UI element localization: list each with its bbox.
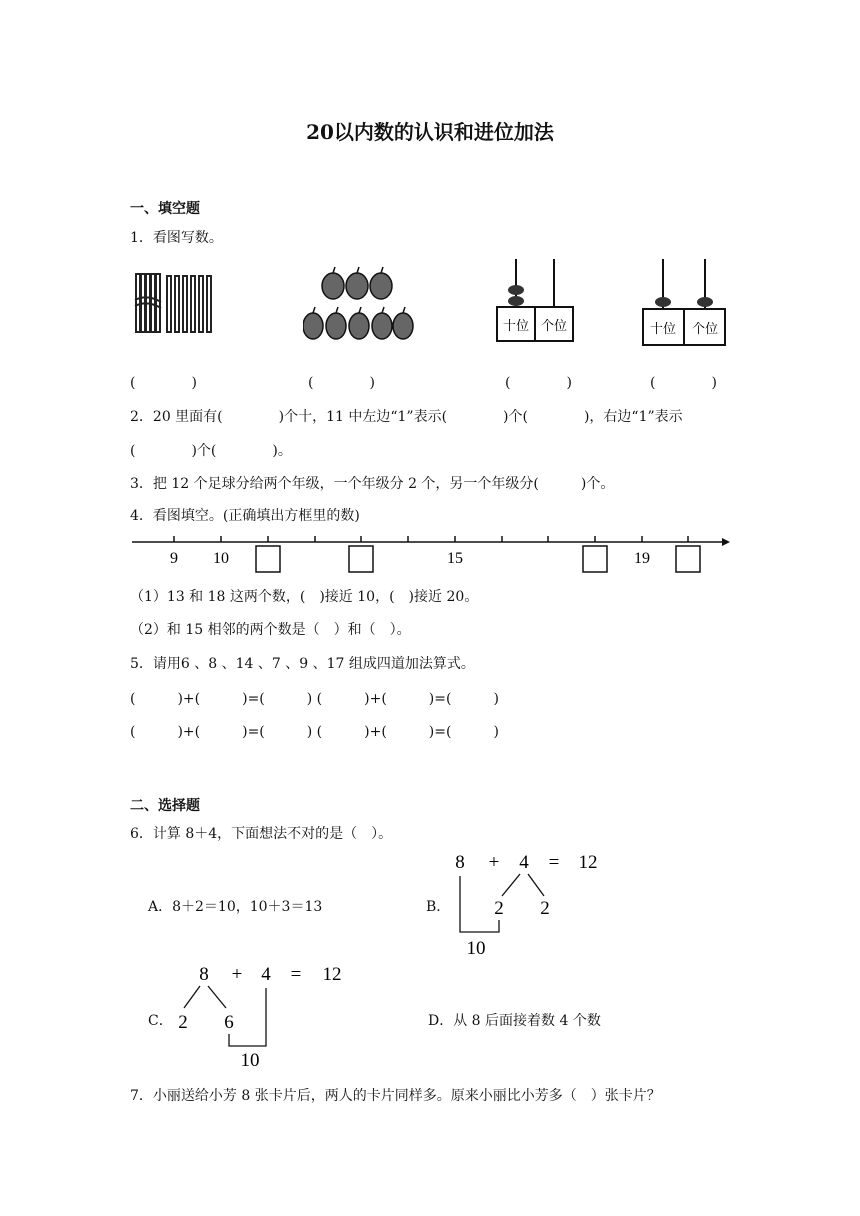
tens-place-label: 十位 bbox=[649, 321, 677, 336]
number-box-20[interactable] bbox=[676, 546, 700, 572]
ones-place-label: 个位 bbox=[540, 318, 568, 333]
tick-label-10: 10 bbox=[213, 550, 229, 567]
svg-text:4: 4 bbox=[519, 852, 529, 873]
option-a[interactable]: A．8＋2＝10，10＋3＝13 bbox=[148, 899, 323, 915]
question-3: 3．把 12 个足球分给两个年级，一个年级分 2 个，另一个年级分( )个。 bbox=[130, 476, 615, 492]
abacus-image-2 bbox=[641, 257, 727, 353]
svg-text:8: 8 bbox=[455, 852, 465, 873]
number-box-13[interactable] bbox=[349, 546, 373, 572]
tick-label-19: 19 bbox=[634, 550, 650, 567]
svg-text:10: 10 bbox=[466, 938, 486, 959]
section-heading-multiple-choice: 二、选择题 bbox=[130, 798, 200, 814]
question-4: 4．看图填空。(正确填出方框里的数) bbox=[130, 508, 360, 524]
question-1: 1．看图写数。 bbox=[130, 230, 223, 246]
question-4-sub-1: （1）13 和 18 这两个数，( )接近 10，( )接近 20。 bbox=[130, 589, 479, 605]
svg-text:=: = bbox=[548, 852, 560, 873]
question-6: 6．计算 8＋4，下面想法不对的是（ ）。 bbox=[130, 826, 393, 842]
sticks-bundle-image bbox=[133, 270, 215, 336]
svg-text:4: 4 bbox=[261, 964, 271, 985]
svg-text:8: 8 bbox=[199, 964, 209, 985]
tens-place-label: 十位 bbox=[502, 318, 530, 333]
option-b-label[interactable]: B． bbox=[426, 899, 451, 915]
svg-text:2: 2 bbox=[540, 898, 550, 919]
svg-text:2: 2 bbox=[178, 1012, 188, 1033]
svg-text:12: 12 bbox=[578, 852, 598, 873]
q1-answer-blank-4[interactable]: ( ) bbox=[650, 375, 717, 391]
svg-text:6: 6 bbox=[224, 1012, 234, 1033]
svg-text:=: = bbox=[290, 964, 302, 985]
svg-text:10: 10 bbox=[240, 1050, 260, 1070]
apples-image bbox=[303, 264, 415, 348]
number-box-11[interactable] bbox=[256, 546, 280, 572]
option-b-diagram bbox=[450, 848, 610, 960]
number-line bbox=[130, 528, 734, 578]
question-4-sub-2: （2）和 15 相邻的两个数是（ ）和（ ）。 bbox=[130, 622, 411, 638]
q1-answer-blank-3[interactable]: ( ) bbox=[505, 375, 572, 391]
svg-text:12: 12 bbox=[322, 964, 342, 985]
section-heading-fill-in: 一、填空题 bbox=[130, 201, 200, 217]
option-c-label[interactable]: C． bbox=[148, 1013, 173, 1029]
svg-text:2: 2 bbox=[494, 898, 504, 919]
page-title: 20以内数的认识和进位加法 bbox=[306, 120, 554, 144]
tick-label-15: 15 bbox=[447, 550, 463, 567]
ones-place-label: 个位 bbox=[691, 321, 719, 336]
svg-text:+: + bbox=[231, 964, 243, 985]
question-2-line-1: 2．20 里面有( )个十，11 中左边“1”表示( )个( )，右边“1”表示 bbox=[130, 409, 683, 425]
abacus-image-1 bbox=[495, 257, 577, 345]
question-5: 5．请用6 、8 、14 、7 、9 、17 组成四道加法算式。 bbox=[130, 656, 475, 672]
tick-label-9: 9 bbox=[170, 550, 178, 567]
number-box-18[interactable] bbox=[583, 546, 607, 572]
question-5-equation-row-1[interactable]: ( )+( )=( ) ( )+( )=( ) bbox=[130, 691, 499, 707]
option-d[interactable]: D．从 8 后面接着数 4 个数 bbox=[428, 1013, 601, 1029]
question-5-equation-row-2[interactable]: ( )+( )=( ) ( )+( )=( ) bbox=[130, 724, 499, 740]
question-2-line-2: ( )个( )。 bbox=[130, 443, 292, 459]
q1-answer-blank-2[interactable]: ( ) bbox=[308, 375, 375, 391]
question-7: 7．小丽送给小芳 8 张卡片后，两人的卡片同样多。原来小丽比小芳多（ ）张卡片？ bbox=[130, 1088, 661, 1104]
option-c-diagram bbox=[168, 960, 348, 1070]
svg-text:+: + bbox=[488, 852, 500, 873]
q1-answer-blank-1[interactable]: ( ) bbox=[130, 375, 197, 391]
